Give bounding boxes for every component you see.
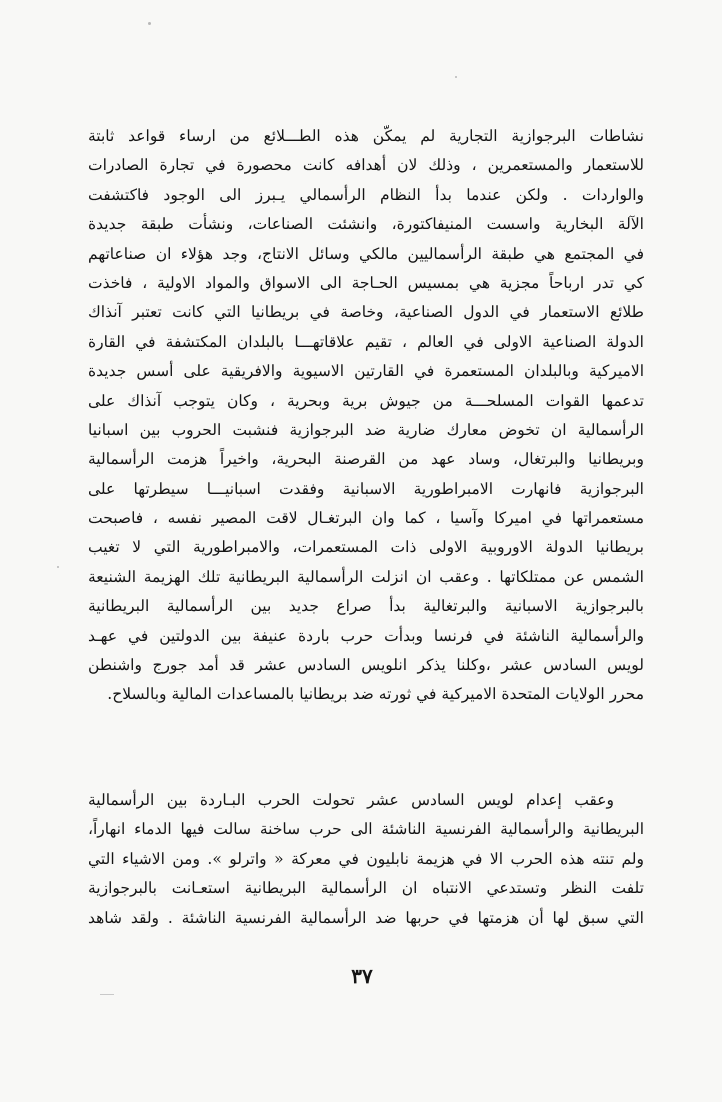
text-line: الشمس عن ممتلكاتها . وعقب ان انزلت الرأسمالية البريطانية تلك الهزيمة الشنيعة xyxy=(88,567,644,586)
text-line: ولم تنته هذه الحرب الا في هزيمة نابليون في معركة « واترلو ». ومن الاشياء التي xyxy=(88,849,644,868)
text-line: والواردات . ولكن عندما بدأ النظام الرأسمالي يـبرز الى الوجود فاكتشفت xyxy=(88,185,644,204)
paragraph-2 xyxy=(88,786,644,933)
text-line: وعقب إعدام لويس السادس عشر تحولت الحرب البـاردة بين الرأسمالية xyxy=(88,791,614,809)
text-line: الدولة الصناعية الاولى في العالم ، تقيم علاقاتهـــا بالبلدان المكتشفة في القارة xyxy=(88,332,644,351)
text-line: نشاطات البرجوازية التجارية لم يمكّن هذه الطـــلائع من ارساء قواعد ثابتة xyxy=(88,127,644,145)
text-line: البرجوازية فانهارت الامبراطورية الاسبانية وفقدت اسبانيـــا سيطرتها على xyxy=(88,479,644,498)
text-line: مستعمراتها في اميركا وآسيا ، كما وان البرتغـال لاقت المصير نفسه ، فاصبحت xyxy=(88,509,644,528)
text-line: والرأسمالية الناشئة في فرنسا وبدأت حرب باردة عنيفة بين الدولتين في عهـد xyxy=(88,626,644,645)
text-line: الآلة البخارية واسست المنيفاكتورة، وانشئت الصناعات، ونشأت طبقة جديدة xyxy=(88,215,644,234)
text-line: بريطانيا الدولة الاوروبية الاولى ذات المستعمرات، والامبراطورية التي لا تغيب xyxy=(88,538,644,557)
text-line: التي سبق لها أن هزمتها في حربها ضد الرأسمالية الفرنسية الناشئة . ولقد شاهد xyxy=(88,908,644,927)
text-line: كي تدر ارباحاً مجزية هي بمسيس الحـاجة الى الاسواق والمواد الاولية ، فاخذت xyxy=(88,273,644,292)
paragraph-1 xyxy=(88,122,644,710)
text-line: تلفت النظر وتستدعي الانتباه ان الرأسمالية البريطانية استعـانت بالبرجوازية xyxy=(88,879,644,898)
text-line: بالبرجوازية الاسبانية والبرتغالية بدأ صراع جديد بين الرأسمالية البريطانية xyxy=(88,597,644,616)
text-line: البريطانية والرأسمالية الفرنسية الناشئة الى حرب ساخنة سالت فيها الدماء انهاراً، xyxy=(88,820,644,839)
text-line: طلائع الاستعمار في الدول الصناعية، وخاصة في بريطانيا التي كانت تعتبر آنذاك xyxy=(88,303,644,322)
paper-speck xyxy=(148,22,151,25)
paper-speck xyxy=(455,76,457,78)
text-line: محرر الولايات المتحدة الاميركية في ثورته ضد بريطانيا بالمساعدات المالية وبالسلاح. xyxy=(107,685,644,704)
text-line: الرأسمالية ان تخوض معارك ضارية ضد البرجوازية فنشبت الحروب بين اسبانيا xyxy=(88,420,644,439)
text-line: وبريطانيا والبرتغال، وساد عهد من القرصنة البحرية، واخيراً هزمت الرأسمالية xyxy=(88,450,644,469)
text-line: للاستعمار والمستعمرين ، وذلك لان أهدافه كانت محصورة في تجارة الصادرات xyxy=(88,156,644,175)
page-mark xyxy=(100,994,114,995)
page-number: ٣٧ xyxy=(351,964,373,988)
paper-speck xyxy=(57,566,59,568)
text-line: لويس السادس عشر ،وكلنا يذكر انلويس السادس عشر قد أمد جورج واشنطن xyxy=(88,656,644,675)
text-line: في المجتمع هي طبقة الرأسماليين مالكي وسائل الانتاج، وجد هؤلاء ان صناعاتهم xyxy=(88,244,644,263)
text-line: تدعمها القوات المسلحـــة من جيوش برية وبحرية ، وكان يتوجب آنذاك على xyxy=(88,391,644,410)
text-line: الاميركية وبالبلدان المستعمرة في القارتين الاسيوية والافريقية على أسس جديدة xyxy=(88,362,644,381)
